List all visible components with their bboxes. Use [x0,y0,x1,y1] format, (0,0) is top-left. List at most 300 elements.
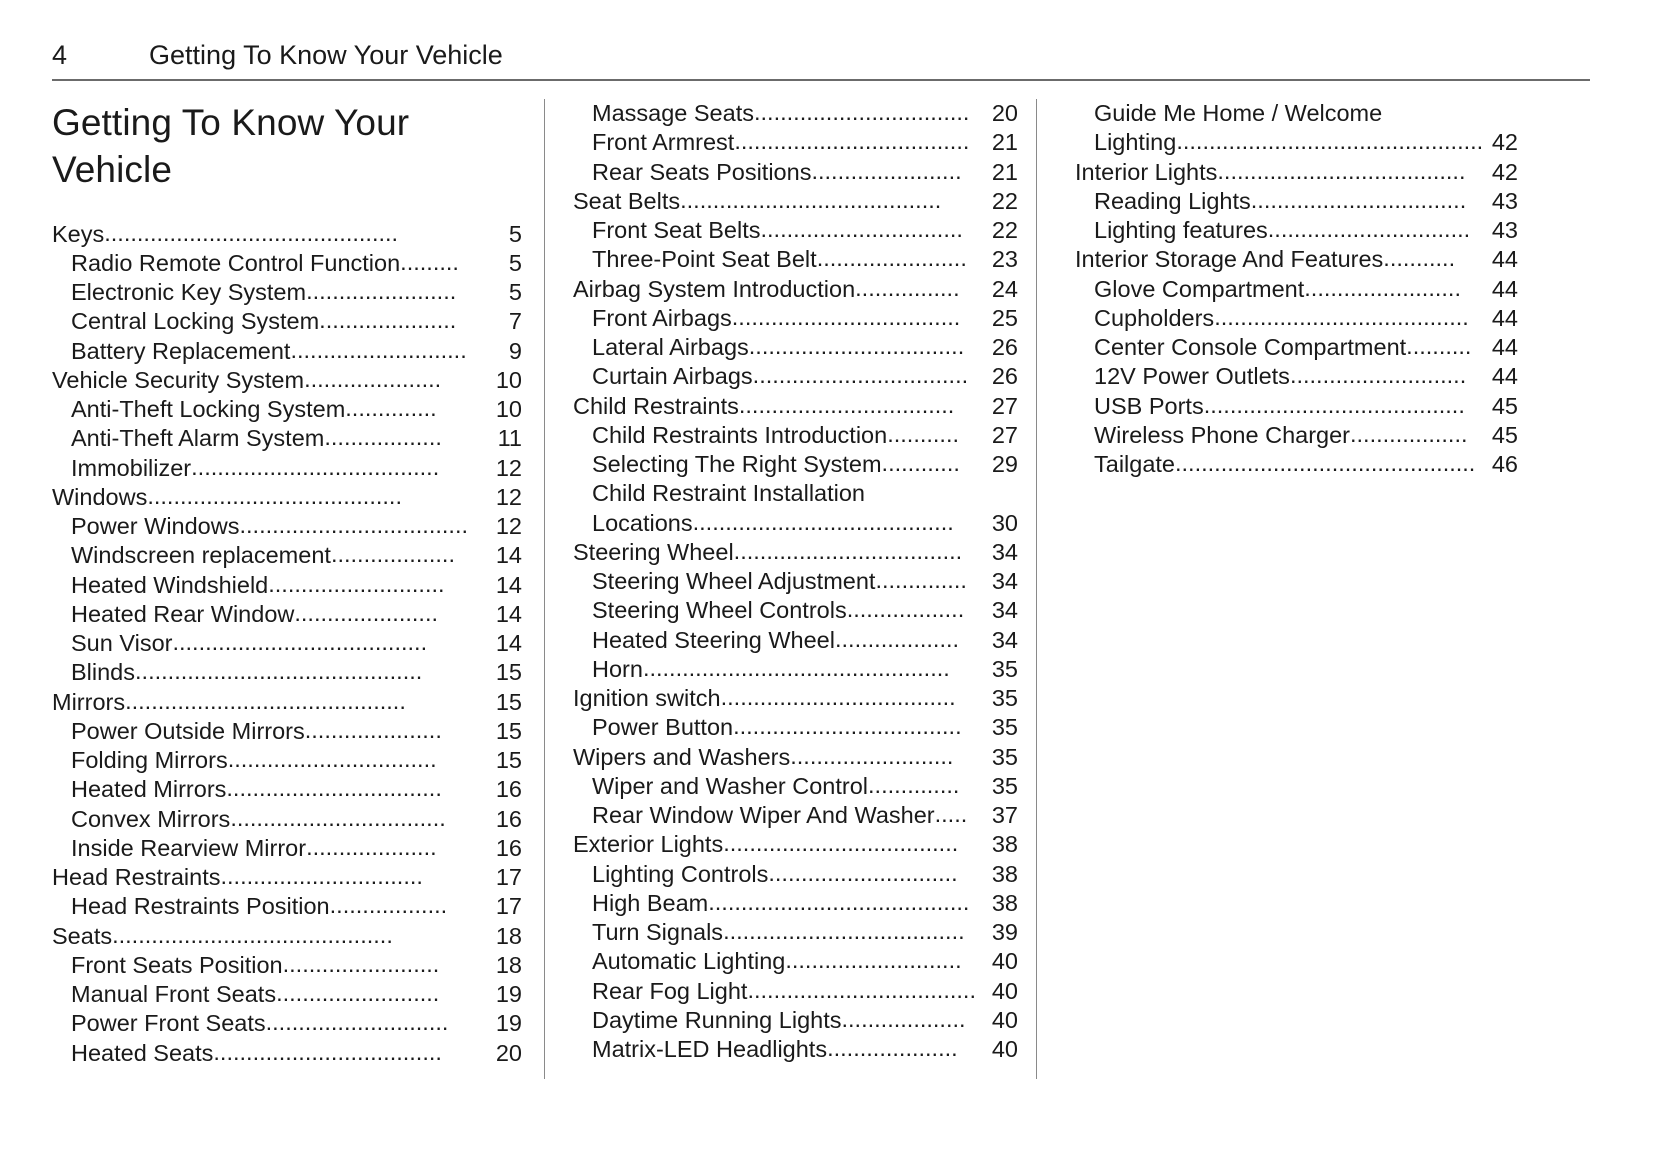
toc-leader-dots: .................. [329,892,448,919]
toc-entry-label: Heated Steering Wheel [592,626,835,653]
toc-entry-label: Front Airbags [592,304,732,331]
toc-entry-label: Seat Belts [573,187,681,214]
toc-page-number: 22 [991,187,1018,214]
toc-entry[interactable] [52,805,522,834]
toc-entry-label: Heated Windshield [71,571,269,598]
toc-page-number: 18 [495,922,522,949]
toc-entry[interactable] [573,275,1018,304]
toc-leader-dots: ................................. [230,804,446,831]
toc-leader-dots: ........................................... [125,687,406,714]
toc-page-number: 43 [1491,217,1518,243]
toc-page-number: 45 [1491,421,1518,448]
toc-entry[interactable] [573,596,1018,625]
toc-page-number: 35 [991,685,1018,711]
toc-entry-label: Lighting Controls [592,860,769,887]
toc-page-number: 26 [991,334,1018,360]
toc-leader-dots: ................................... [733,537,963,564]
toc-leader-dots: ........................................ [708,888,970,915]
toc-entry[interactable] [573,362,1018,391]
toc-entry-label: Head Restraints [52,864,221,891]
toc-page-number: 22 [991,217,1018,243]
toc-entry[interactable] [52,424,522,453]
toc-entry[interactable] [52,366,522,395]
toc-page-number: 44 [1491,334,1518,360]
toc-entry[interactable] [573,889,1018,918]
toc-entry[interactable] [573,392,1018,421]
toc-leader-dots: ................................... [239,512,469,539]
toc-entry-label: Lighting features [1094,217,1268,243]
toc-page-number: 34 [991,538,1018,565]
toc-leader-dots: .................. [324,424,442,451]
toc-page-number: 44 [1491,304,1518,331]
toc-entry-label: Daytime Running Lights [592,1006,842,1033]
toc-entry[interactable] [52,220,522,249]
toc-entry-label: Power Windows [71,513,240,540]
toc-entry[interactable] [573,216,1018,245]
toc-page-number: 15 [495,717,522,744]
toc-entry-label: Selecting The Right System [592,451,882,477]
toc-entry-label: Massage Seats [592,100,754,126]
chapter-title: Getting To Know Your Vehicle [52,102,410,191]
toc-entry-label: Glove Compartment [1094,275,1305,302]
toc-page-number: 15 [495,688,522,715]
toc-entry[interactable] [573,918,1018,947]
toc-leader-dots: ................... [834,625,960,652]
toc-page-number: 5 [508,279,522,306]
toc-page-number: 40 [991,948,1018,975]
toc-entry[interactable] [573,99,1018,128]
toc-entry-label: Battery Replacement [71,337,291,364]
toc-page-number: 29 [991,451,1018,477]
toc-entry[interactable] [52,278,522,307]
toc-page-number: 42 [1491,158,1518,185]
toc-list-2 [573,99,1018,1064]
toc-leader-dots: ..................... [319,307,457,334]
toc-entry[interactable] [52,688,522,717]
toc-leader-dots: .................. [1350,420,1468,447]
toc-entry-label: Convex Mirrors [71,805,231,832]
toc-entry[interactable] [52,337,522,366]
toc-page-number: 10 [495,396,522,423]
toc-entry-label: Lateral Airbags [592,334,749,360]
toc-page-number: 15 [495,659,522,686]
toc-entry-label: Heated Seats [71,1039,214,1066]
toc-leader-dots: ........................... [268,570,445,597]
toc-page-number: 34 [991,626,1018,653]
toc-page-number: 40 [991,1006,1018,1033]
folio-number: 4 [52,40,68,70]
toc-entry[interactable] [52,951,522,980]
toc-entry[interactable] [573,626,1018,655]
toc-page-number: 16 [495,805,522,832]
toc-leader-dots: .............. [868,771,960,798]
toc-page-number: 21 [991,129,1018,156]
toc-entry[interactable] [573,655,1018,684]
toc-entry[interactable] [52,512,522,541]
toc-entry[interactable] [1075,392,1518,421]
toc-entry-label: Wireless Phone Charger [1094,421,1350,448]
toc-entry-label: Windscreen replacement [71,542,331,569]
toc-page-number: 38 [991,889,1018,916]
toc-leader-dots: ......... [400,248,459,275]
toc-page-number: 16 [495,776,522,803]
toc-entry-label: Radio Remote Control Function [71,249,401,276]
toc-leader-dots: ........................ [1304,274,1461,301]
toc-page-number: 12 [495,513,522,540]
toc-list-1 [52,220,522,1068]
toc-entry[interactable] [52,571,522,600]
toc-entry-label: Sun Visor [71,630,173,657]
toc-entry[interactable] [52,834,522,863]
toc-columns [52,99,1593,1079]
toc-entry-label: Airbag System Introduction [573,275,856,302]
toc-leader-dots: ...................................... [191,453,440,480]
toc-page-number: 5 [508,249,522,276]
toc-entry[interactable] [52,980,522,1009]
toc-entry-label: Exterior Lights [573,831,724,858]
toc-entry[interactable] [52,1039,522,1068]
toc-leader-dots: ..................... [304,716,442,743]
toc-entry-label: Heated Mirrors [71,776,227,803]
toc-page-number: 21 [991,158,1018,185]
toc-entry[interactable] [1075,187,1518,216]
toc-entry-label: Interior Lights [1075,158,1218,185]
toc-leader-dots: ............................ [265,1009,449,1036]
toc-leader-dots: ................................. [738,391,955,418]
toc-entry[interactable] [52,454,522,483]
toc-entry[interactable] [573,713,1018,742]
toc-leader-dots: ................... [841,1005,966,1032]
toc-page-number: 44 [1491,363,1518,390]
toc-page-number: 10 [495,366,522,393]
toc-entry-label: Blinds [71,659,136,686]
toc-page-number: 19 [495,981,522,1008]
toc-leader-dots: ....................................... [147,482,402,509]
toc-leader-dots: ....................................... [172,629,428,656]
toc-entry[interactable] [52,541,522,570]
toc-entry-label: 12V Power Outlets [1094,363,1290,390]
toc-entry[interactable] [573,128,1018,157]
toc-page-number: 20 [495,1039,522,1066]
toc-entry[interactable] [573,860,1018,889]
toc-entry-label: High Beam [592,889,709,916]
toc-leader-dots: ........................... [290,336,467,363]
toc-leader-dots: ........................................ [692,508,954,535]
toc-leader-dots: ................................... [213,1038,442,1065]
toc-entry[interactable] [1075,275,1518,304]
toc-entry[interactable] [52,892,522,921]
toc-entry[interactable] [573,509,1018,538]
toc-entry[interactable] [573,158,1018,187]
toc-page-number: 14 [495,600,522,627]
toc-entry[interactable] [573,743,1018,772]
toc-entry-label: Cupholders [1094,304,1215,331]
toc-entry-label: Turn Signals [592,919,724,945]
toc-leader-dots: ................................... [747,976,976,1003]
toc-entry[interactable] [573,538,1018,567]
toc-entry-label: Interior Storage And Features [1075,246,1384,273]
toc-leader-dots: ............ [881,450,960,476]
toc-entry[interactable] [1075,99,1518,128]
toc-leader-dots: ......................... [790,742,954,769]
toc-entry[interactable] [573,333,1018,362]
toc-entry[interactable] [52,600,522,629]
toc-entry-label: Center Console Compartment [1094,334,1407,360]
toc-page-number: 35 [991,772,1018,799]
toc-page-number: 42 [1491,129,1518,156]
toc-leader-dots: ........................ [282,950,440,977]
toc-page-number: 16 [495,834,522,861]
toc-entry-label: Guide Me Home / Welcome [1094,100,1383,126]
toc-page-number: 25 [991,304,1018,331]
toc-column-1 [52,99,544,1079]
toc-leader-dots: ................................... [733,713,962,740]
toc-entry-label: Front Seat Belts [592,217,761,243]
toc-page-number: 44 [1491,246,1518,273]
toc-entry[interactable] [1075,450,1518,479]
toc-page-number: 35 [991,714,1018,741]
toc-entry-label: Central Locking System [71,308,320,335]
toc-entry-label: Windows [52,483,148,510]
toc-entry[interactable] [1075,333,1518,362]
toc-entry[interactable] [573,304,1018,333]
toc-entry-label: Reading Lights [1094,187,1251,214]
toc-leader-dots: ..................... [304,365,442,392]
toc-entry[interactable] [1075,245,1518,274]
toc-page-number: 14 [495,542,522,569]
toc-entry-label: Power Front Seats [71,1010,266,1037]
toc-entry-label: Ignition switch [573,685,721,711]
toc-leader-dots: ................................... [731,303,961,330]
toc-entry-label: Front Seats Position [71,951,283,978]
toc-leader-dots: ................................. [1250,186,1467,213]
toc-page-number: 14 [495,630,522,657]
toc-page-number: 12 [495,483,522,510]
toc-entry[interactable] [1075,304,1518,333]
toc-entry[interactable] [52,629,522,658]
toc-page-number: 46 [1491,451,1518,477]
toc-entry[interactable] [52,775,522,804]
toc-entry[interactable] [573,421,1018,450]
toc-entry-label: Child Restraint Installation [592,480,865,507]
toc-page-number: 15 [495,747,522,774]
toc-leader-dots: ............................... [220,863,423,890]
toc-leader-dots: ............................. [768,859,958,886]
toc-entry-label: Seats [52,922,113,949]
toc-entry[interactable] [52,717,522,746]
toc-entry-label: Wiper and Washer Control [592,772,869,799]
toc-entry-label: Keys [52,220,105,247]
toc-entry-label: Anti-Theft Locking System [71,396,346,423]
toc-entry[interactable] [573,801,1018,830]
toc-leader-dots: ......................... [276,980,440,1007]
toc-leader-dots: ................ [855,274,960,301]
toc-entry[interactable] [52,863,522,892]
toc-entry-label: Front Armrest [592,129,735,156]
toc-entry-label: Folding Mirrors [71,747,228,774]
toc-leader-dots: .................... [827,1035,958,1061]
toc-entry-label: Lighting [1094,129,1177,156]
toc-entry-label: Rear Window Wiper And Washer [592,802,935,828]
toc-leader-dots: .............. [345,395,437,422]
toc-entry-label: Immobilizer [71,454,192,481]
toc-leader-dots: ...................... [294,599,438,626]
toc-entry-label: Electronic Key System [71,279,307,306]
toc-leader-dots: ............................... [1267,216,1471,242]
toc-leader-dots: ..................................... [723,918,965,944]
toc-column-3 [1036,99,1528,1079]
toc-leader-dots: ....................... [816,245,967,272]
toc-entry-label: Wipers and Washers [573,743,791,770]
toc-page-number: 35 [991,743,1018,770]
toc-page-number: 44 [1491,275,1518,302]
toc-page-number: 43 [1491,187,1518,214]
toc-page-number: 27 [991,392,1018,419]
toc-entry-label: USB Ports [1094,392,1204,419]
toc-entry-label: Inside Rearview Mirror [71,834,307,861]
toc-entry[interactable] [573,245,1018,274]
toc-entry-label: Anti-Theft Alarm System [71,425,325,452]
toc-leader-dots: ........................................ [1203,391,1465,418]
toc-entry-label: Automatic Lighting [592,948,786,975]
toc-entry[interactable] [52,922,522,951]
toc-entry[interactable] [52,307,522,336]
toc-page-number: 26 [991,363,1018,390]
toc-leader-dots: ...................................... [1217,157,1466,184]
toc-leader-dots: .................... [306,833,437,860]
toc-leader-dots: ............................................ [135,658,423,685]
toc-entry[interactable] [52,746,522,775]
toc-page-number: 30 [991,509,1018,536]
toc-page-number: 37 [991,802,1018,828]
toc-page-number: 9 [508,337,522,364]
toc-entry-label: Child Restraints Introduction [592,421,888,448]
toc-entry[interactable] [1075,128,1518,157]
toc-page-number: 18 [495,951,522,978]
toc-page-number: 40 [991,1036,1018,1062]
toc-entry-label: Steering Wheel Controls [592,597,847,624]
toc-entry[interactable] [573,450,1018,479]
toc-list-3 [1075,99,1518,479]
toc-entry[interactable] [1075,216,1518,245]
toc-page-number: 35 [991,655,1018,682]
toc-page-number: 17 [495,893,522,920]
toc-entry-label: Heated Rear Window [71,600,295,627]
toc-page-number: 7 [508,308,522,335]
toc-page-number: 11 [497,425,522,452]
toc-page-number: 19 [495,1010,522,1037]
toc-entry[interactable] [573,187,1018,216]
toc-leader-dots: ........................................... [112,921,393,948]
toc-entry-label: Three-Point Seat Belt [592,246,817,273]
toc-entry[interactable] [573,830,1018,859]
toc-leader-dots: ....................... [306,278,457,305]
toc-leader-dots: ................................. [226,775,442,802]
toc-entry[interactable] [573,479,1018,508]
toc-entry[interactable] [52,249,522,278]
toc-entry-label: Head Restraints Position [71,893,330,920]
toc-page-number: 38 [991,831,1018,858]
toc-page-number: 40 [991,977,1018,1004]
toc-page-number: 20 [991,100,1018,126]
toc-entry[interactable] [1075,362,1518,391]
toc-leader-dots: ............................................... [1176,128,1484,155]
toc-leader-dots: .................................... [720,684,956,710]
toc-leader-dots: .................................... [723,830,959,857]
toc-entry[interactable] [1075,158,1518,187]
running-head: Getting To Know Your Vehicle [149,40,503,70]
toc-entry-label: Curtain Airbags [592,363,753,390]
toc-entry-label: Steering Wheel [573,538,734,565]
toc-entry[interactable] [1075,421,1518,450]
toc-leader-dots: .............................................. [1175,450,1476,476]
toc-entry-label: Rear Seats Positions [592,158,812,185]
toc-entry[interactable] [52,483,522,512]
toc-leader-dots: ................................. [752,362,969,389]
toc-leader-dots: .................................... [734,128,970,155]
page-header [52,40,1590,81]
toc-page-number: 45 [1491,392,1518,419]
toc-leader-dots: ................................ [227,746,437,773]
toc-entry[interactable] [52,658,522,687]
toc-entry[interactable] [573,977,1018,1006]
toc-entry-label: Locations [592,509,693,536]
toc-leader-dots: ........................... [785,947,962,974]
toc-entry[interactable] [573,567,1018,596]
toc-page-number: 38 [991,860,1018,887]
toc-leader-dots: ..... [934,801,968,827]
toc-page-number: 14 [495,571,522,598]
toc-page-number: 5 [508,220,522,247]
toc-leader-dots: ........................................ [680,186,942,213]
toc-entry-label: Child Restraints [573,392,739,419]
toc-entry[interactable] [573,1006,1018,1035]
toc-entry[interactable] [573,1035,1018,1064]
toc-entry-label: Mirrors [52,688,126,715]
toc-page-number: 12 [495,454,522,481]
toc-page-number: 17 [495,864,522,891]
toc-entry[interactable] [573,772,1018,801]
toc-entry-label: Manual Front Seats [71,981,277,1008]
toc-entry-label: Tailgate [1094,451,1175,477]
toc-entry[interactable] [573,947,1018,976]
toc-page-number: 23 [991,246,1018,273]
toc-page-number: 39 [991,919,1018,945]
toc-entry[interactable] [52,395,522,424]
toc-entry[interactable] [573,684,1018,713]
toc-leader-dots: ................................. [753,99,970,125]
toc-leader-dots: ............................................. [104,219,399,246]
toc-entry-label: Steering Wheel Adjustment [592,568,876,594]
toc-entry-label: Rear Fog Light [592,977,748,1004]
toc-leader-dots: ....................................... [1214,303,1469,330]
toc-page-number: 34 [991,597,1018,624]
toc-entry-label: Matrix-LED Headlights [592,1036,828,1062]
toc-column-2 [544,99,1036,1079]
toc-page-number: 24 [991,275,1018,302]
toc-entry-label: Power Outside Mirrors [71,717,305,744]
toc-leader-dots: ........................... [1289,362,1467,389]
toc-entry-label: Vehicle Security System [52,366,305,393]
toc-entry-label: Horn [592,655,643,682]
toc-leader-dots: ........... [887,420,960,447]
toc-leader-dots: ................................. [748,333,965,359]
toc-entry[interactable] [52,1009,522,1038]
toc-leader-dots: ........... [1383,245,1456,272]
toc-page-number: 27 [991,421,1018,448]
toc-leader-dots: ....................... [811,157,962,184]
toc-leader-dots: .......... [1406,333,1472,359]
